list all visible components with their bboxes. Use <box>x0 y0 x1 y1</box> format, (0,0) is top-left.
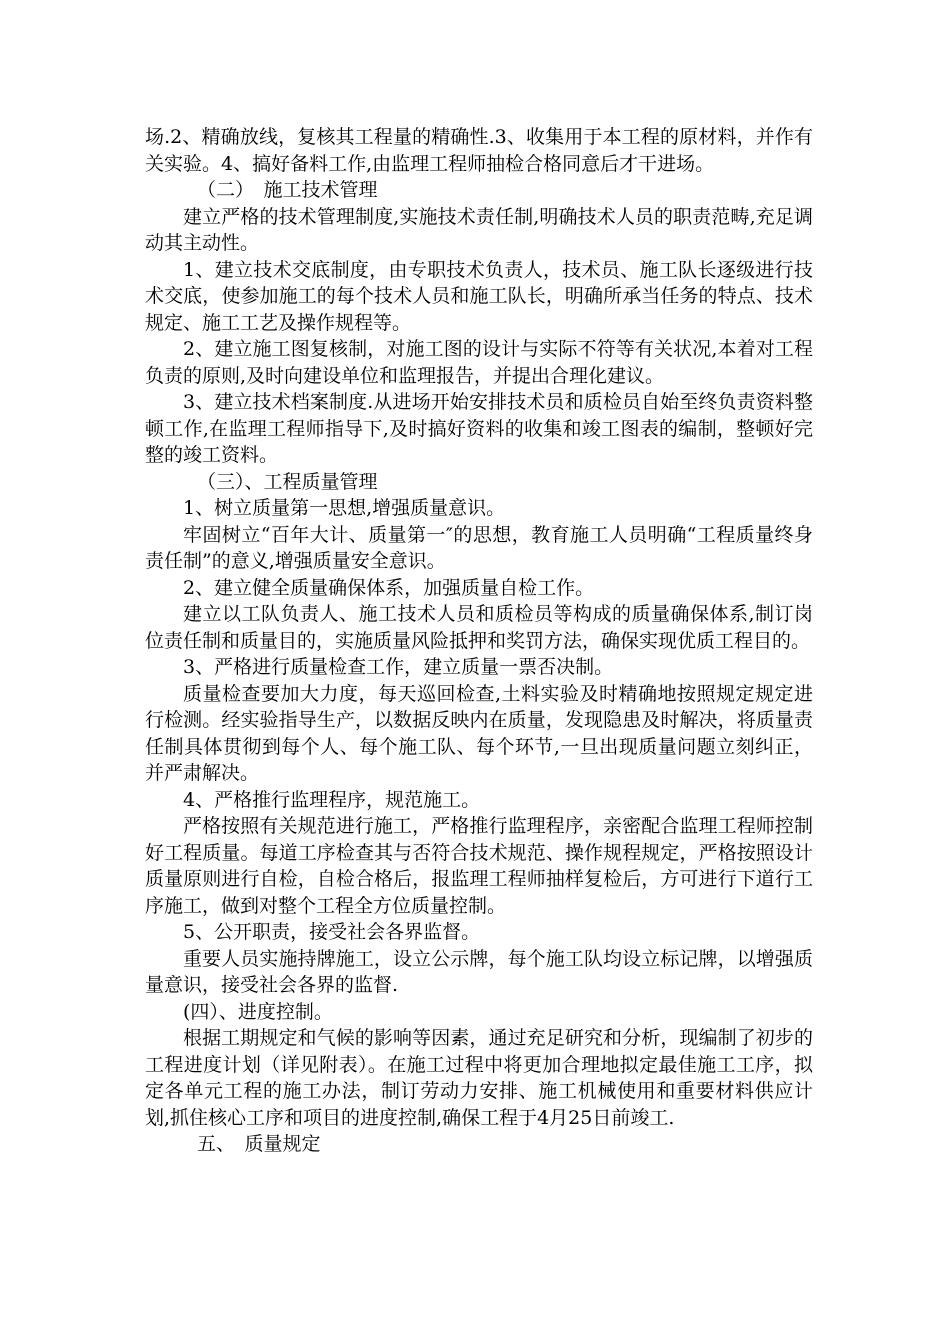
section-heading: （三）、工程质量管理 <box>197 470 378 493</box>
paragraph: 1、树立质量第一思想,增强质量意识。 <box>183 497 506 519</box>
paragraph: 重要人员实施持牌施工，设立公示牌，每个施工队均设立标记牌，以增强质量意识，接受社会各界的监督. <box>145 947 813 996</box>
document-body <box>145 124 813 1158</box>
paragraph: 场.2、精确放线，复核其工程量的精确性.3、收集用于本工程的原材料，并作有关实验。4、搞好备料工作,由监理工程师抽检合格同意后才干进场。 <box>145 126 813 175</box>
paragraph: 2、建立施工图复核制，对施工图的设计与实际不符等有关状况,本着对工程负责的原则,及时向建设单位和监理报告，并提出合理化建议。 <box>145 338 813 387</box>
paragraph: 建立以工队负责人、施工技术人员和质检员等构成的质量确保体系,制订岗位责任制和质量目的，实施质量风险抵押和奖罚方法，确保实现优质工程目的。 <box>145 603 813 652</box>
paragraph: 3、严格进行质量检查工作，建立质量一票否决制。 <box>183 656 614 678</box>
paragraph: 牢固树立“百年大计、质量第一″的思想，教育施工人员明确“工程质量终身责任制”的意义,增强质量安全意识。 <box>145 523 813 572</box>
paragraph: 3、建立技术档案制度.从进场开始安排技术员和质检员自始至终负责资料整顿工作,在监理工程师指导下,及时搞好资料的收集和竣工图表的编制，整顿好完整的竣工资料。 <box>145 391 813 466</box>
paragraph: 根据工期规定和气候的影响等因素，通过充足研究和分析，现编制了初步的工程进度计划（详见附表）。在施工过程中将更加合理地拟定最佳施工工序，拟定各单元工程的施工办法，制订劳动力安排、施工机械使用和重要材料供应计划,抓住核心工序和项目的进度控制,确保工程于4月25日前竣工. <box>145 1027 813 1129</box>
section-heading: (四）、进度控制。 <box>183 1000 333 1023</box>
paragraph: 4、严格推行监理程序，规范施工。 <box>183 788 481 811</box>
section-heading: 五、 质量规定 <box>197 1133 321 1155</box>
paragraph: 2、建立健全质量确保体系，加强质量自检工作。 <box>183 576 595 599</box>
paragraph: 1、建立技术交底制度，由专职技术负责人，技术员、施工队长逐级进行技术交底，使参加施工的每个技术人员和施工队长，明确所承当任务的特点、技术规定、施工工艺及操作规程等。 <box>145 258 813 334</box>
paragraph: 质量检查要加大力度，每天巡回检查,土料实验及时精确地按照规定规定进行检测。经实验指导生产，以数据反映内在质量，发现隐患及时解决，将质量责任制具体贯彻到每个人、每个施工队、每个环节,一旦出现质量问题立刻纠正，并严肃解决。 <box>145 682 813 784</box>
paragraph: 建立严格的技术管理制度,实施技术责任制,明确技术人员的职责范畴,充足调动其主动性。 <box>145 205 813 254</box>
paragraph: 严格按照有关规范进行施工，严格推行监理程序，亲密配合监理工程师控制好工程质量。每道工序检查其与否符合技术规范、操作规程规定，严格按照设计质量原则进行自检，自检合格后，报监理工程师抽样复检后，方可进行下道行工序施工，做到对整个工程全方位质量控制。 <box>145 815 813 917</box>
section-heading: （二） 施工技术管理 <box>197 179 378 201</box>
paragraph: 5、公开职责，接受社会各界监督。 <box>183 921 481 943</box>
